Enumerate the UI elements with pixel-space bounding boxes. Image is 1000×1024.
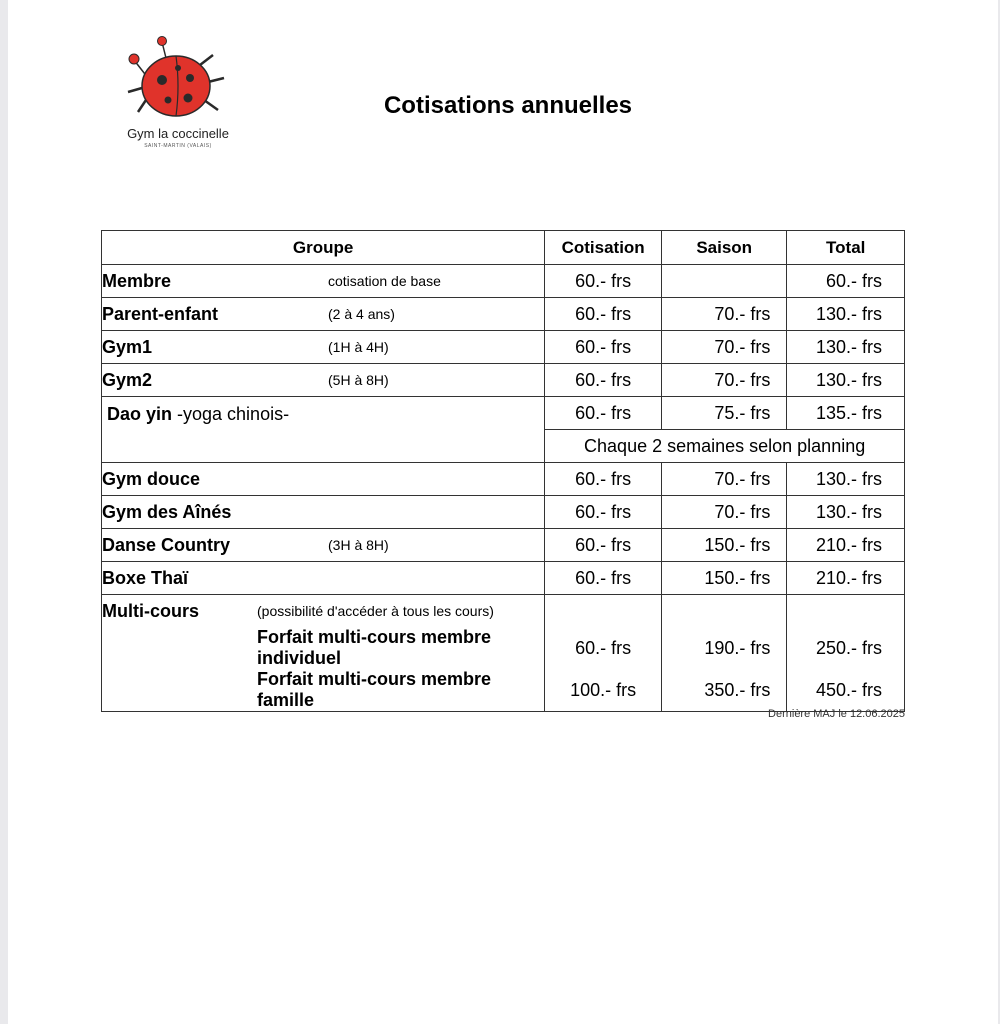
group-name: Dao yin — [107, 404, 173, 424]
saison-value: 190.- frs — [662, 627, 787, 669]
saison-value: 70.- frs — [662, 463, 787, 496]
header-total: Total — [787, 231, 905, 265]
saison-value: 75.- frs — [662, 397, 787, 430]
group-name: Gym2 — [102, 369, 153, 390]
group-name: Gym des Aînés — [102, 501, 232, 522]
table-row — [102, 562, 905, 595]
cotisation-value: 60.- frs — [545, 463, 662, 496]
table-row-forfait-famille — [102, 669, 905, 712]
table-row — [102, 496, 905, 529]
ladybug-icon — [118, 30, 238, 126]
group-note: (1H à 4H) — [328, 339, 389, 355]
saison-value: 70.- frs — [662, 496, 787, 529]
table-row — [102, 265, 905, 298]
saison-value: 70.- frs — [662, 331, 787, 364]
header-group: Groupe — [102, 231, 545, 265]
logo-subtitle: SAINT-MARTIN (VALAIS) — [144, 143, 212, 149]
saison-value: 70.- frs — [662, 364, 787, 397]
total-value: 130.- frs — [787, 463, 905, 496]
total-value: 60.- frs — [787, 265, 905, 298]
table-row-forfait-individuel — [102, 627, 905, 669]
total-value: 130.- frs — [787, 364, 905, 397]
cotisation-value: 60.- frs — [545, 562, 662, 595]
total-value: 450.- frs — [787, 669, 905, 712]
table-row-multi — [102, 595, 905, 628]
club-logo — [118, 30, 238, 160]
header-saison: Saison — [662, 231, 787, 265]
forfait-label: Forfait multi-cours membre famille — [102, 669, 545, 712]
group-name: Danse Country — [102, 534, 231, 555]
total-value: 130.- frs — [787, 496, 905, 529]
total-value: 250.- frs — [787, 627, 905, 669]
saison-value: 70.- frs — [662, 298, 787, 331]
group-name: Boxe Thaï — [102, 567, 189, 588]
total-value: 130.- frs — [787, 331, 905, 364]
cotisation-value: 60.- frs — [545, 496, 662, 529]
fees-table — [101, 230, 905, 712]
group-name: Gym douce — [102, 468, 201, 489]
cotisation-value: 100.- frs — [545, 669, 662, 712]
table-row — [102, 298, 905, 331]
last-update-note: Dernière MAJ le 12.06.2025 — [768, 708, 905, 720]
total-value: 210.- frs — [787, 529, 905, 562]
cotisation-value: 60.- frs — [545, 331, 662, 364]
cotisation-value: 60.- frs — [545, 265, 662, 298]
saison-value: 150.- frs — [662, 529, 787, 562]
group-name: Parent-enfant — [102, 303, 219, 324]
cotisation-value: 60.- frs — [545, 529, 662, 562]
page-title: Cotisations annuelles — [383, 92, 633, 119]
group-name: Membre — [102, 270, 172, 291]
logo-name: Gym la coccinelle — [127, 126, 229, 141]
saison-value: 150.- frs — [662, 562, 787, 595]
cotisation-value: 60.- frs — [545, 364, 662, 397]
cotisation-value: 60.- frs — [545, 627, 662, 669]
total-value: 135.- frs — [787, 397, 905, 430]
group-note: cotisation de base — [328, 273, 441, 289]
saison-value: 350.- frs — [662, 669, 787, 712]
cotisation-value: 60.- frs — [545, 397, 662, 430]
group-suffix: -yoga chinois- — [172, 404, 290, 424]
group-note: (2 à 4 ans) — [328, 306, 395, 322]
header-cotisation: Cotisation — [545, 231, 662, 265]
total-value: 130.- frs — [787, 298, 905, 331]
table-row — [102, 331, 905, 364]
group-note: (possibilité d'accéder à tous les cours) — [257, 603, 494, 619]
table-row-daoyin — [102, 397, 905, 430]
cotisation-value: 60.- frs — [545, 298, 662, 331]
group-note: (5H à 8H) — [328, 372, 389, 388]
table-row — [102, 364, 905, 397]
table-row — [102, 529, 905, 562]
forfait-label: Forfait multi-cours membre individuel — [102, 627, 545, 669]
group-note: (3H à 8H) — [328, 537, 389, 553]
group-name: Multi-cours — [102, 600, 199, 621]
schedule-note: Chaque 2 semaines selon planning — [545, 430, 905, 463]
table-row — [102, 463, 905, 496]
group-name: Gym1 — [102, 336, 153, 357]
document-page — [8, 0, 998, 1024]
table-header-row — [102, 231, 905, 265]
total-value: 210.- frs — [787, 562, 905, 595]
saison-value — [662, 265, 787, 298]
